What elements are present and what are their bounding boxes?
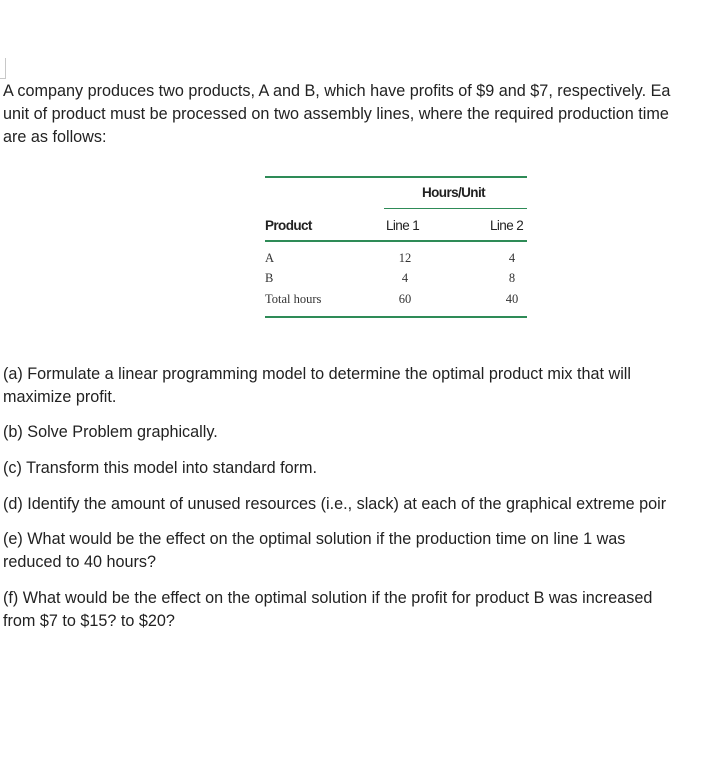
intro-line-3: are as follows: [3,128,107,146]
product-column-header: Product [265,218,312,233]
intro-line-2: unit of product must be processed on two assembly lines, where the required production time [3,105,669,123]
question-d: (d) Identify the amount of unused resources (i.e., slack) at each of the graphical extreme poir [3,495,667,513]
question-a-line-2: maximize profit. [3,388,117,406]
table-bottom-rule [265,316,527,318]
table-top-rule [265,176,527,178]
row-product: Total hours [265,292,322,306]
row-product: B [265,271,274,285]
row-product: A [265,251,275,265]
line1-column-header: Line 1 [386,218,420,233]
question-c: (c) Transform this model into standard form. [3,459,317,477]
line2-column-header: Line 2 [490,218,524,233]
problem-intro [3,80,717,149]
text-cursor-marker [0,58,6,79]
question-f-line-2: from $7 to $15? to $20? [3,612,175,630]
question-e-line-1: (e) What would be the effect on the optimal solution if the production time on line 1 was [3,530,626,548]
row-line1-value: 4 [401,271,409,285]
row-line1-value: 60 [398,292,412,306]
row-line2-value: 40 [505,292,519,306]
intro-line-1: A company produces two products, A and B, which have profits of $9 and $7, respectively. Ea [3,82,671,100]
question-b: (b) Solve Problem graphically. [3,423,218,441]
question-f-line-1: (f) What would be the effect on the optimal solution if the profit for product B was increased [3,589,653,607]
row-line2-value: 8 [508,271,516,285]
hours-per-unit-header: Hours/Unit [422,185,485,200]
header-bottom-rule [265,240,527,242]
question-e-line-2: reduced to 40 hours? [3,553,156,571]
row-line2-value: 4 [508,251,516,265]
group-header-rule [384,208,527,209]
question-a-line-1: (a) Formulate a linear programming model to determine the optimal product mix that will [3,365,631,383]
row-line1-value: 12 [398,251,412,265]
production-time-table [265,176,527,319]
